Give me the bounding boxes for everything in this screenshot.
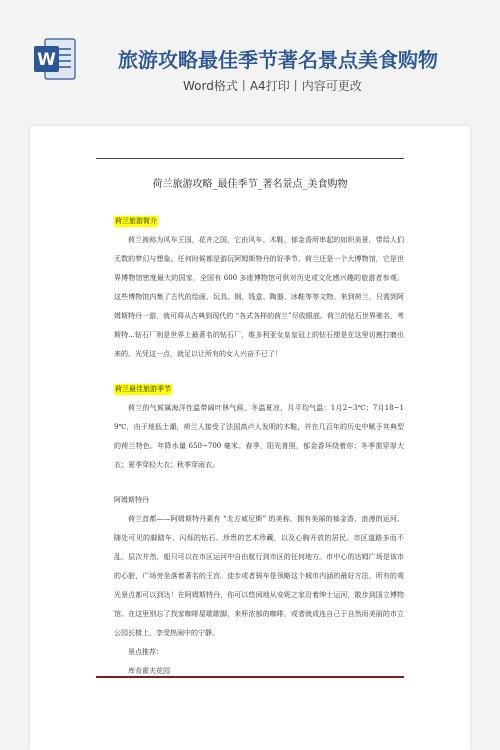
section-heading — [114, 212, 404, 231]
section-heading-amsterdam: 阿姆斯特丹 — [114, 496, 149, 504]
highlighted-heading-intro: 荷兰旅游简介 — [115, 217, 157, 225]
word-icon-letter: W — [37, 50, 56, 70]
section-paragraph-intro: 荷兰被称为风车王国，花卉之国，它由风车、木鞋、郁金香所串起的如织美景，带给人们无数的梦幻与想象。任何时候都是游玩阿姆斯特丹的好季节。荷兰还是一个大博物馆，它是世界博物馆密度最大的国家，全国有 600 多座博物馆可供对历史或文化感兴趣的旅游者参观。这些博物馆内集了古代的绘画、玩具、钢、钱盒、陶器、冰鞋等等文物。来到荷兰，只需到阿姆斯特丹一游，就可将从古典到现代的 “各式各样的荷兰”尽收眼底。荷兰的钻石世界驰名，考斯特...钻石厂则是世界上最著名的钻石厂，维多利亚女皇皇冠上的钻石便是在这里切割打磨出来的，光凭这一点，就足以让所有的女人兴奋不已了！ — [114, 236, 404, 358]
document-page — [30, 126, 470, 750]
recommend-label: 景点推荐： — [128, 648, 163, 656]
word-doc-icon — [33, 37, 77, 81]
top-divider — [96, 158, 404, 159]
section-paragraph-amsterdam: 荷兰首都——阿姆斯特丹素有 “北方威尼斯” 的美称，拥有美丽的郁金香、浪漫的运河、随处可见的脚踏车、闪烁的钻石、珍贵的艺术珍藏，以及心胸开放的居民。市区道路多而不乱，层次井然，船只可以在市区运河中自由航行到市区的任何地方。市中心的达姆广场是该市的心脏，广场旁坐落着著名的王宫。徒步或者骑车是领略这个城市内涵的最好方法，所有的观光景点都可以到达！在阿姆斯特丹，你可以悠闲地从安妮之家沿着绅士运河，散步到国立博物馆。在这里别忘了找家咖啡屋歇歇脚，来杯浓郁的咖啡，或者就成连自己于自然而美丽的市立公园长椅上，享受热闹中的宁静。 — [114, 515, 404, 637]
page-title: 旅游攻略最佳季节著名景点美食购物 — [118, 48, 438, 72]
section-heading — [114, 380, 404, 399]
highlighted-heading-season: 荷兰最佳旅游季节 — [115, 385, 171, 393]
section-paragraph-season: 荷兰的气候属海洋性温带阔叶林气候，冬温夏凉，月平均气温：1月2~3℃；7月18~19℃，由于地低土潮，荷兰人接受了法国高卢人发明的木鞋，并在几百年的历史中赋予其典型的荷兰特色。年降水量 650~700 毫米。春季，阳光普照，郁金香环绕着你；冬季需穿厚大衣；夏季穿轻大衣；秋季穿雨衣。 — [114, 404, 404, 469]
recommend-item: 库肯霍夫花园 — [128, 667, 170, 675]
bottom-divider — [96, 676, 404, 678]
document-title: 荷兰旅游攻略_最佳季节_著名景点_美食购物 — [152, 179, 348, 190]
document-body — [114, 206, 404, 681]
page-subtitle: Word格式丨A4打印丨内容可更改 — [183, 79, 362, 93]
page-header — [0, 0, 500, 120]
